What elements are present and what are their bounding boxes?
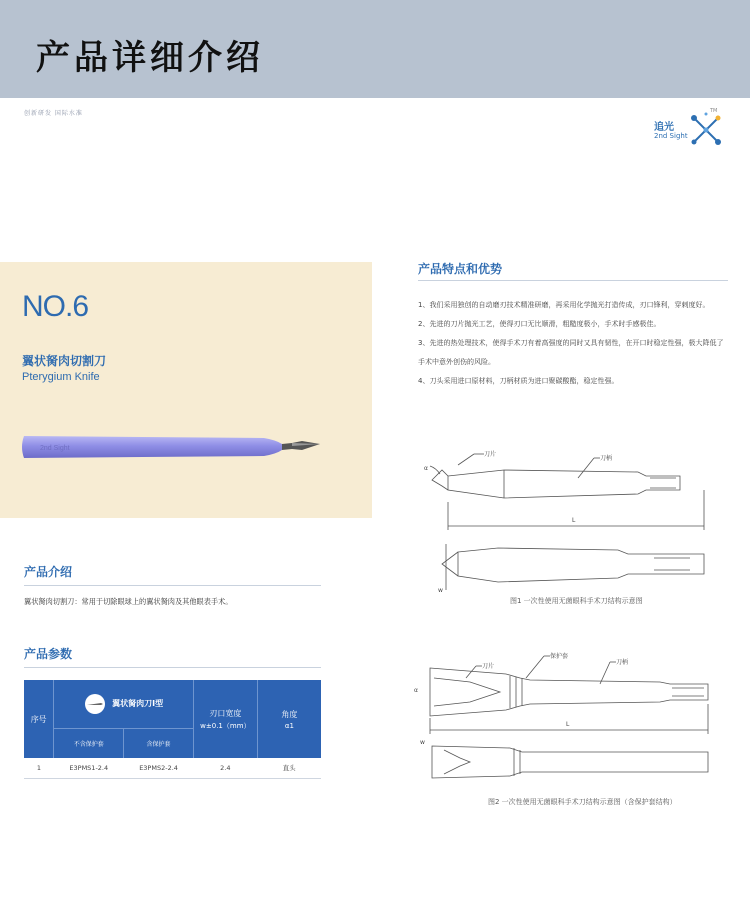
fig2-guard-label: 保护套: [550, 653, 569, 660]
brand-logo: [654, 108, 724, 154]
row-angle: 直头: [257, 758, 321, 778]
blade-thumbnail-icon: [84, 693, 106, 715]
fig2-blade-label: 刀片: [482, 663, 495, 670]
col-angle-header: [257, 680, 321, 758]
params-title: 产品参数: [24, 647, 73, 661]
col-type-header: [54, 680, 194, 728]
tagline: 创新研发 国际水准: [24, 110, 83, 117]
logo-cn-text: 追光: [654, 122, 674, 133]
col-index-header: 序号: [24, 680, 54, 758]
col-type-label: 翼状胬肉刀I型: [112, 699, 164, 709]
fig1-handle-label: 刀柄: [600, 455, 613, 462]
fig2-handle-label: 刀柄: [616, 659, 629, 666]
fig2-width-label: w: [420, 739, 425, 746]
col-width-unit: w±0.1（mm）: [200, 721, 251, 730]
row-width: 2.4: [193, 758, 257, 778]
features-title: 产品特点和优势: [418, 262, 503, 276]
features-divider: [418, 280, 728, 281]
figure2-diagram: [410, 648, 720, 792]
table-row: [24, 758, 321, 778]
model-number: NO.6: [22, 290, 89, 323]
knife-product-image: [20, 428, 326, 468]
fig1-length-label: L: [572, 517, 576, 524]
intro-text: 翼状胬肉切割刀：常用于切除眼球上的翼状胬肉及其他眼表手术。: [24, 597, 233, 606]
col-width-header: [193, 680, 257, 758]
fig1-width-label: w: [438, 587, 443, 594]
fig2-length-label: L: [566, 721, 570, 728]
params-divider: [24, 667, 321, 668]
figure1-caption: 图1 一次性使用无菌眼科手术刀结构示意图: [510, 597, 643, 605]
page-title: 产品详细介绍: [36, 38, 264, 78]
figure2-caption: 图2 一次性使用无菌眼科手术刀结构示意图（含保护套结构）: [488, 798, 677, 806]
feature-item: 2、先进的刀片抛光工艺，使得刃口无比顺滑，粗糙度极小，手术时手感极佳。: [418, 320, 661, 328]
fig1-blade-label: 刀片: [484, 451, 497, 458]
sub-guard-header: 含保护套: [124, 728, 194, 758]
feature-item: 1、我们采用独创的自动磨刃技术精准研磨，再采用化学抛光打造传成，刃口锋利，穿刺度好。: [418, 301, 710, 309]
col-angle-unit: α1: [284, 721, 294, 730]
fig2-angle-label: α: [414, 687, 418, 694]
col-angle-label: 角度: [281, 709, 298, 719]
sub-no-guard-header: 不含保护套: [54, 728, 124, 758]
figure1-diagram: [418, 440, 718, 600]
product-name-en: Pterygium Knife: [22, 371, 100, 383]
params-table: [24, 680, 321, 779]
feature-item: 3、先进的热处理技术，使得手术刀有着高强度的同时又具有韧性，在开口时稳定性强，极大降低了手术中意外创伤的风险。: [418, 339, 724, 366]
handle-brand-text: 2nd Sight: [40, 445, 70, 452]
col-width-label: 刃口宽度: [209, 708, 242, 718]
fig1-angle-label: α: [424, 465, 428, 472]
feature-item: 4、刀头采用进口原材料，刀柄材质为进口聚碳酸酯，稳定性强。: [418, 377, 619, 385]
row-code-a: E3PMS1-2.4: [54, 758, 124, 778]
intro-divider: [24, 585, 321, 586]
sparkle-logo-icon: [688, 112, 724, 148]
logo-en-text: 2nd Sight: [654, 132, 688, 140]
row-index: 1: [24, 758, 54, 778]
features-list: [418, 296, 728, 391]
product-name-cn: 翼状胬肉切割刀: [22, 354, 107, 368]
logo-tm-mark: TM: [710, 108, 718, 114]
row-code-b: E3PMS2-2.4: [124, 758, 194, 778]
intro-title: 产品介绍: [24, 565, 73, 579]
